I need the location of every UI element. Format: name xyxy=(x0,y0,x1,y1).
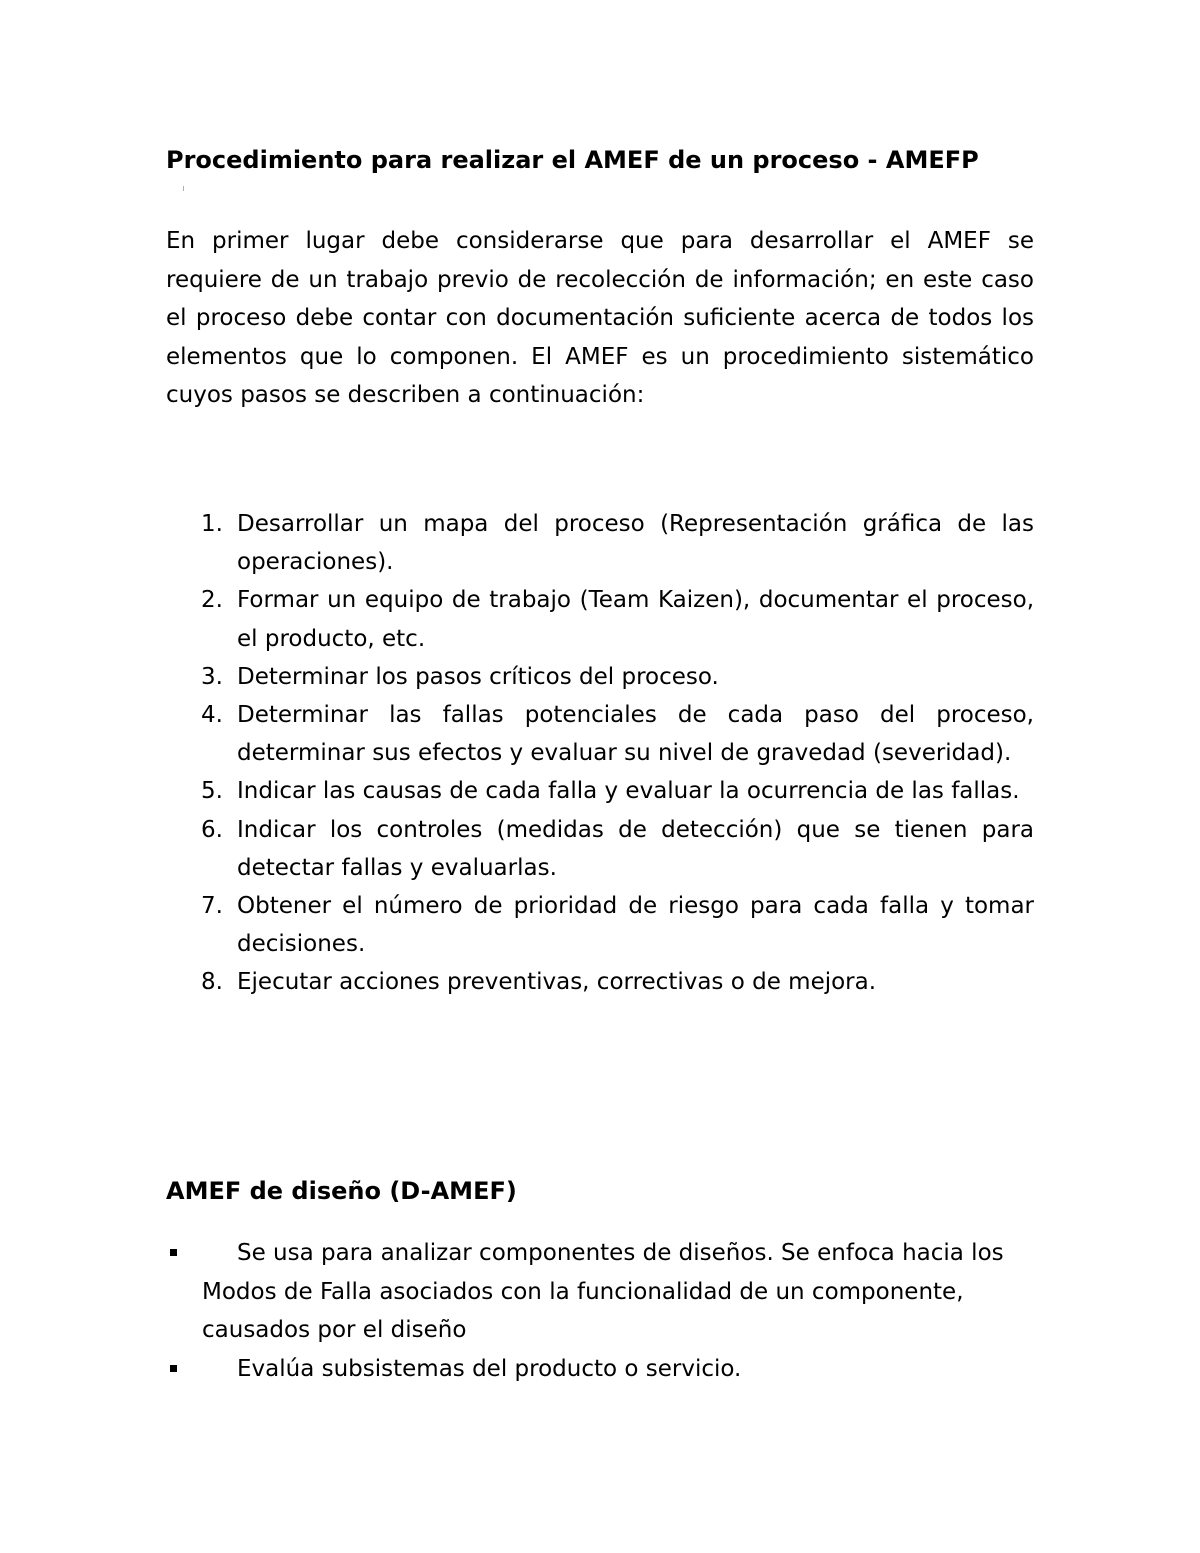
list-item-step-7 xyxy=(166,887,1034,963)
step-text: Determinar los pasos críticos del proceso. xyxy=(237,663,719,690)
step-number: 2. xyxy=(201,587,223,614)
bullet-text: Evalúa subsistemas del producto o servicio. xyxy=(237,1355,742,1382)
square-bullet-icon xyxy=(170,1249,177,1256)
list-item-step-4 xyxy=(166,696,1034,772)
list-item-step-2 xyxy=(166,581,1034,657)
step-text: Obtener el número de prioridad de riesgo para cada falla y tomar decisiones. xyxy=(237,893,1034,958)
list-item-step-5 xyxy=(166,772,1034,810)
step-number: 7. xyxy=(201,893,223,920)
step-number: 1. xyxy=(201,511,223,537)
bullet-text: Se usa para analizar componentes de diseños. Se enfoca hacia los Modos de Falla asociados con la funcionalidad de un componente, causados por el diseño xyxy=(202,1240,1004,1343)
list-item-step-6 xyxy=(166,811,1034,887)
list-item-bullet-1 xyxy=(166,1234,1034,1350)
step-number: 3. xyxy=(201,663,223,690)
step-text: Formar un equipo de trabajo (Team Kaizen), documentar el proceso, el producto, etc. xyxy=(237,587,1034,652)
list-item-step-3 xyxy=(166,658,1034,696)
step-number: 4. xyxy=(201,702,223,729)
section-heading-design-amef: AMEF de diseño (D-AMEF) xyxy=(166,1177,517,1205)
square-bullet-icon xyxy=(170,1365,177,1372)
step-number: 6. xyxy=(201,816,223,843)
step-text: Indicar los controles (medidas de detección) que se tienen para detectar fallas y evaluarlas. xyxy=(237,816,1034,881)
step-number: 8. xyxy=(201,969,223,996)
intro-paragraph: En primer lugar debe considerarse que para desarrollar el AMEF se requiere de un trabajo previo de recolección de información; en este caso el proceso debe contar con documentación suficiente acerca de todos los elementos que lo componen. El AMEF es un procedimiento sistemático cuyos pasos se describen a continuación: xyxy=(166,228,1034,408)
list-item-step-8 xyxy=(166,963,1034,1001)
scan-mark xyxy=(183,186,184,191)
step-text: Indicar las causas de cada falla y evaluar la ocurrencia de las fallas. xyxy=(237,778,1020,805)
procedure-steps-list xyxy=(166,505,1034,1002)
step-number: 5. xyxy=(201,778,223,805)
step-text: Determinar las fallas potenciales de cada paso del proceso, determinar sus efectos y evaluar su nivel de gravedad (severidad). xyxy=(237,702,1034,767)
document-title: Procedimiento para realizar el AMEF de un proceso - AMEFP xyxy=(166,146,979,174)
list-item-bullet-2 xyxy=(166,1350,1034,1389)
list-item-step-1 xyxy=(166,505,1034,581)
step-text: Desarrollar un mapa del proceso (Representación gráfica de las operaciones). xyxy=(237,511,1034,576)
step-text: Ejecutar acciones preventivas, correctivas o de mejora. xyxy=(237,969,877,996)
design-amef-bullet-list xyxy=(166,1234,1034,1388)
